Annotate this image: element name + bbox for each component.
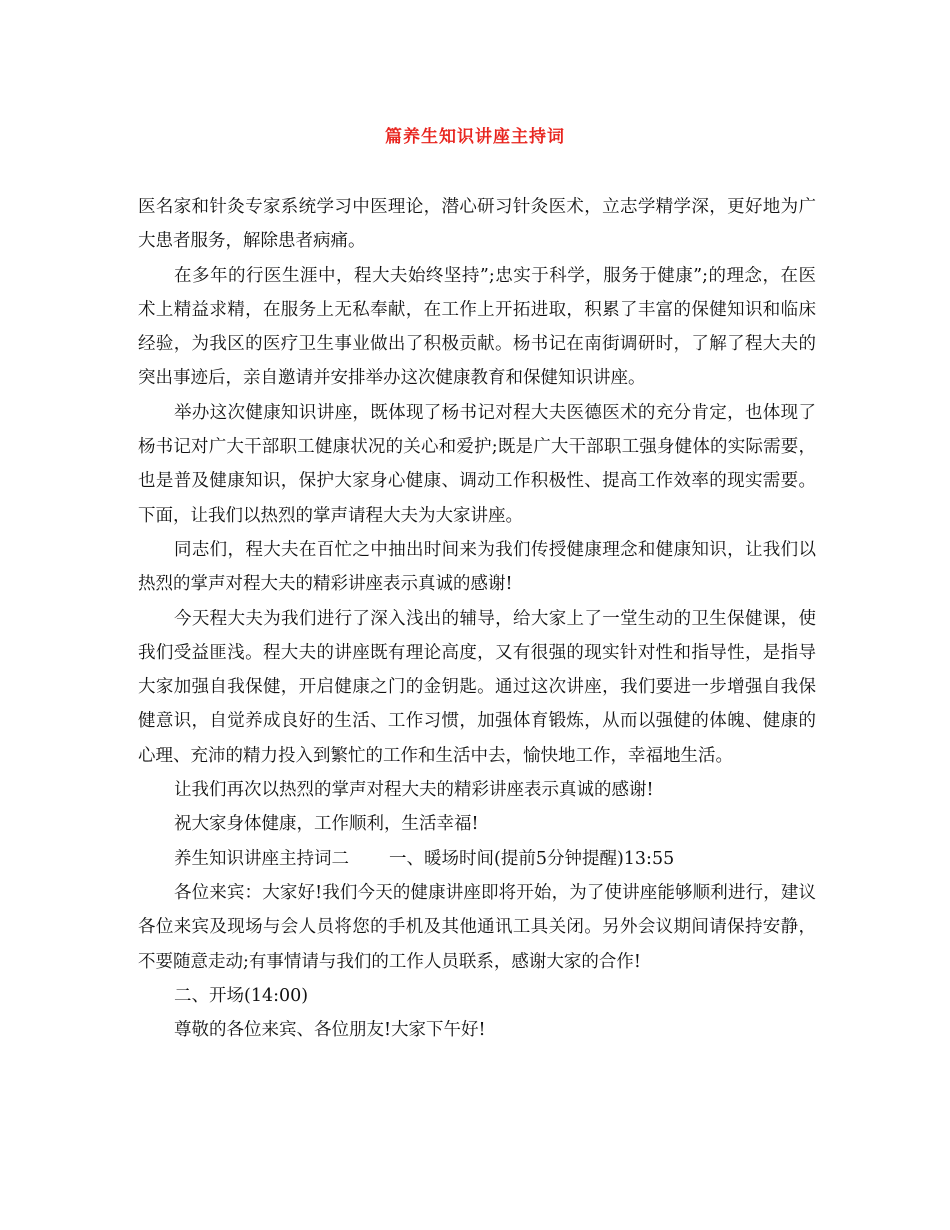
paragraph-section-heading	[138, 842, 816, 876]
paragraph: 祝大家身体健康，工作顺利，生活幸福!	[174, 814, 479, 835]
paragraph: 二、开场(14:00)	[174, 985, 309, 1006]
paragraph: 各位来宾：大家好!我们今天的健康讲座即将开始，为了使讲座能够顺利进行，建议各位来宾及现场与会人员将您的手机及其他通讯工具关闭。另外会议期间请保持安静，不要随意走动;有事情请与我们的工作人员联系，感谢大家的合作!	[138, 882, 816, 972]
paragraph: 让我们再次以热烈的掌声对程大夫的精彩讲座表示真诚的感谢!	[174, 780, 654, 801]
paragraph: 今天程大夫为我们进行了深入浅出的辅导，给大家上了一堂生动的卫生保健课，使我们受益匪浅。程大夫的讲座既有理论高度，又有很强的现实针对性和指导性，是指导大家加强自我保健，开启健康之门的金钥匙。通过这次讲座，我们要进一步增强自我保健意识，自觉养成良好的生活、工作习惯，加强体育锻炼，从而以强健的体魄、健康的心理、充沛的精力投入到繁忙的工作和生活中去，愉快地工作，幸福地生活。	[138, 608, 816, 766]
document-body	[138, 190, 816, 1047]
paragraph: 在多年的行医生涯中，程大夫始终坚持”;忠实于科学，服务于健康”;的理念，在医术上精益求精，在服务上无私奉献，在工作上开拓进取，积累了丰富的保健知识和临床经验，为我区的医疗卫生事业做出了积极贡献。杨书记在南街调研时，了解了程大夫的突出事迹后，亲自邀请并安排举办这次健康教育和保健知识讲座。	[138, 265, 816, 389]
paragraph: 同志们，程大夫在百忙之中抽出时间来为我们传授健康理念和健康知识，让我们以热烈的掌声对程大夫的精彩讲座表示真诚的感谢!	[138, 539, 816, 595]
section-subtitle: 一、暖场时间(提前5分钟提醒)13:55	[389, 848, 675, 869]
document-title: 篇养生知识讲座主持词	[385, 127, 565, 147]
section-title: 养生知识讲座主持词二	[174, 848, 349, 869]
paragraph: 举办这次健康知识讲座，既体现了杨书记对程大夫医德医术的充分肯定，也体现了杨书记对广大干部职工健康状况的关心和爱护;既是广大干部职工强身健体的实际需要，也是普及健康知识，保护大家身心健康、调动工作积极性、提高工作效率的现实需要。 下面，让我们以热烈的掌声请程大夫为大家讲座。	[138, 402, 816, 526]
paragraph: 医名家和针灸专家系统学习中医理论，潜心研习针灸医术，立志学精学深，更好地为广大患者服务，解除患者病痛。	[138, 197, 816, 252]
paragraph: 尊敬的各位来宾、各位朋友!大家下午好!	[174, 1020, 486, 1041]
